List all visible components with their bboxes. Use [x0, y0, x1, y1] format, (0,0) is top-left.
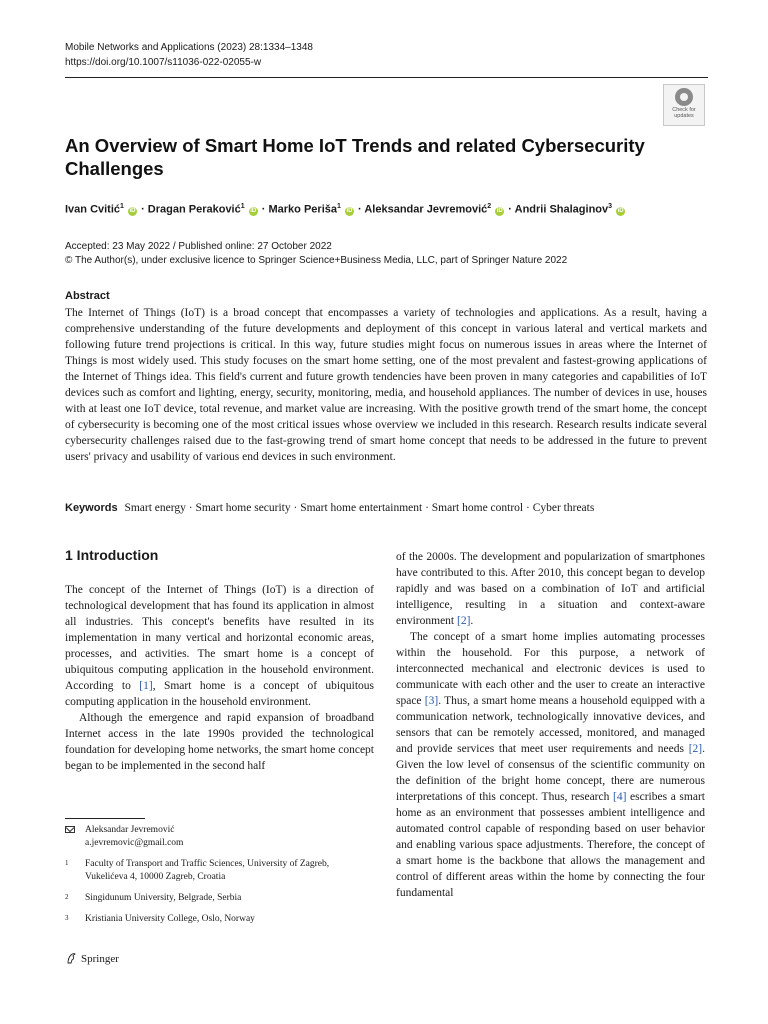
affiliation-mark: 1	[65, 859, 69, 867]
affiliation-text: Singidunum University, Belgrade, Serbia	[85, 893, 242, 903]
check-updates-line2: updates	[674, 113, 694, 119]
author-separator: ·	[508, 203, 512, 216]
keywords-label: Keywords	[65, 502, 118, 514]
affiliation-3	[65, 913, 374, 926]
text-run: escribes a smart home as an environment that possesses ambient intelligence and automated control capable of responding based on user behavior and enabling various space adjustments. Therefore, the concept of a smart home is the backbone that allows the management and control of different areas within the home by connecting the four fundamental	[396, 791, 705, 899]
author-name: Aleksandar Jevremović	[364, 203, 488, 216]
author-affiliation-mark: 1	[240, 203, 245, 210]
springer-horse-icon	[65, 952, 77, 964]
keywords-list: Smart energy · Smart home security · Smart home entertainment · Smart home control · Cyber threats	[124, 502, 595, 514]
author-name: Dragan Peraković	[147, 203, 241, 216]
orcid-icon[interactable]: iD	[496, 207, 503, 214]
publisher-name: Springer	[81, 953, 119, 965]
check-for-updates-badge[interactable]	[663, 84, 705, 126]
paper-title: An Overview of Smart Home IoT Trends and related Cybersecurity Challenges	[65, 135, 645, 179]
author-name: Andrii Shalaginov	[514, 203, 609, 216]
paragraph	[65, 582, 374, 710]
text-run: . Given the low level of consensus of the scientific community on the definition of the bright home concept, there are numerous interpretations of this concept. Thus, research	[396, 743, 705, 803]
citation-link[interactable]: [2]	[457, 615, 471, 627]
keywords	[65, 500, 707, 516]
author-name: Marko Periša	[268, 203, 337, 216]
publication-dates	[65, 240, 567, 268]
doi-link[interactable]: https://doi.org/10.1007/s11036-022-02055-w	[65, 57, 262, 68]
section-heading-introduction: 1 Introduction	[65, 547, 159, 563]
author-separator: ·	[141, 203, 145, 216]
envelope-icon	[65, 826, 75, 833]
publisher-logo	[65, 952, 119, 965]
author-affiliation-mark: 3	[608, 203, 613, 210]
affiliation-text: Kristiania University College, Oslo, Norway	[85, 914, 255, 924]
text-run: The concept of a smart home implies automating processes within the household. For this purpose, a network of interconnected mechanical and electronic devices is used to communicate with each other and the user to create an interactive space	[396, 631, 705, 707]
affiliation-text: Faculty of Transport and Traffic Sciences, University of Zagreb, Vukelićeva 4, 10000 Zagreb, Croatia	[85, 859, 330, 882]
author-affiliation-mark: 1	[120, 203, 124, 210]
affiliation-mark: 2	[65, 893, 69, 901]
author-separator: ·	[358, 203, 362, 216]
affiliation-1	[65, 858, 374, 884]
text-run: , Smart home is a concept of ubiquitous computing application in the household environment.	[65, 680, 374, 708]
orcid-icon[interactable]: iD	[129, 207, 136, 214]
paragraph	[396, 629, 705, 901]
author-list	[65, 203, 626, 216]
abstract-text: The Internet of Things (IoT) is a broad concept that encompasses a variety of technologies and applications. As a result, having a comprehensive understanding of the future developments and deployment of this concept in various lateral and vertical markets and following future trend projections is critical. In this way, future studies might focus on numerous issues in areas where the Internet of Things is most widely used. This study focuses on the smart home setting, one of the most prevalent and fastest-growing applications of the Internet of Things idea. This field's current and future growth tendencies have been proven in many categories and capabilities of IoT devices such as comfort and lighting, energy, security, monitoring, media, and household appliances. The number of devices in use, houses with at least one IoT device, total revenue, and market value are increasing. With the positive growth trend of the smart home, the concept of cybersecurity is becoming one of the most critical issues whose overview we included in this research. Research results indicate several cybersecurity challenges raised due to the fast-growing trend of smart home concept that needs to be addressed in the future to prevent users' privacy and usability of various end devices in such environment.	[65, 307, 707, 463]
journal-citation: Mobile Networks and Applications (2023) 28:1334–1348	[65, 42, 313, 53]
left-column	[65, 582, 374, 774]
orcid-icon[interactable]: iD	[346, 207, 353, 214]
check-updates-line1: Check for	[672, 107, 696, 113]
text-run: . Thus, a smart home means a household equipped with a communication network, technologically innovative devices, and sensors that can be remotely accessed, monitored, and managed and provide services that meet user requirements and needs	[396, 695, 705, 755]
text-run: .	[470, 615, 474, 627]
affiliation-2	[65, 892, 374, 905]
citation-link[interactable]: [3]	[424, 695, 439, 707]
orcid-icon[interactable]: iD	[250, 207, 257, 214]
corresponding-author-name: Aleksandar Jevremović	[85, 825, 175, 835]
header-divider	[65, 77, 708, 78]
paragraph	[396, 549, 705, 629]
affiliation-mark: 3	[65, 914, 69, 922]
corresponding-author	[65, 824, 374, 850]
footnotes	[65, 824, 374, 934]
copyright-notice: © The Author(s), under exclusive licence to Springer Science+Business Media, LLC, part of Springer Nature 2022	[65, 255, 568, 266]
footnote-divider	[65, 818, 145, 819]
citation-link[interactable]: [2]	[688, 743, 703, 755]
citation-link[interactable]: [4]	[612, 791, 627, 803]
author-separator: ·	[261, 203, 266, 216]
text-run: of the 2000s. The development and popularization of smartphones have contributed to this. After 2010, this concept began to develop rapidly and was based on a combination of IoT and artificial intelligence, resulting in a situation and context-aware environment	[396, 551, 705, 627]
author-affiliation-mark: 2	[487, 203, 492, 210]
right-column	[396, 549, 705, 901]
citation-link[interactable]: [1]	[139, 680, 153, 692]
author-affiliation-mark: 1	[336, 203, 341, 210]
abstract-heading: Abstract	[65, 290, 110, 302]
orcid-icon[interactable]: iD	[617, 207, 624, 214]
journal-header	[65, 40, 313, 70]
text-run: The concept of the Internet of Things (IoT) is a direction of technological development that has found its application in almost all industries. This concept's benefits have resulted in its implementation in many vertical and horizontal economic areas, processes, and activities. The smart home is a concept of ubiquitous computing application in the household environment. According to	[65, 584, 374, 692]
accepted-published-dates: Accepted: 23 May 2022 / Published online: 27 October 2022	[65, 241, 332, 252]
paragraph: Although the emergence and rapid expansion of broadband Internet access in the late 1990s provided the technological foundation for developing home networks, the smart home concept began to be implemented in the second half	[65, 712, 374, 772]
check-updates-icon	[675, 88, 693, 106]
author-name: Ivan Cvitić	[65, 203, 121, 216]
corresponding-author-email[interactable]: a.jevremovic@gmail.com	[85, 838, 184, 848]
